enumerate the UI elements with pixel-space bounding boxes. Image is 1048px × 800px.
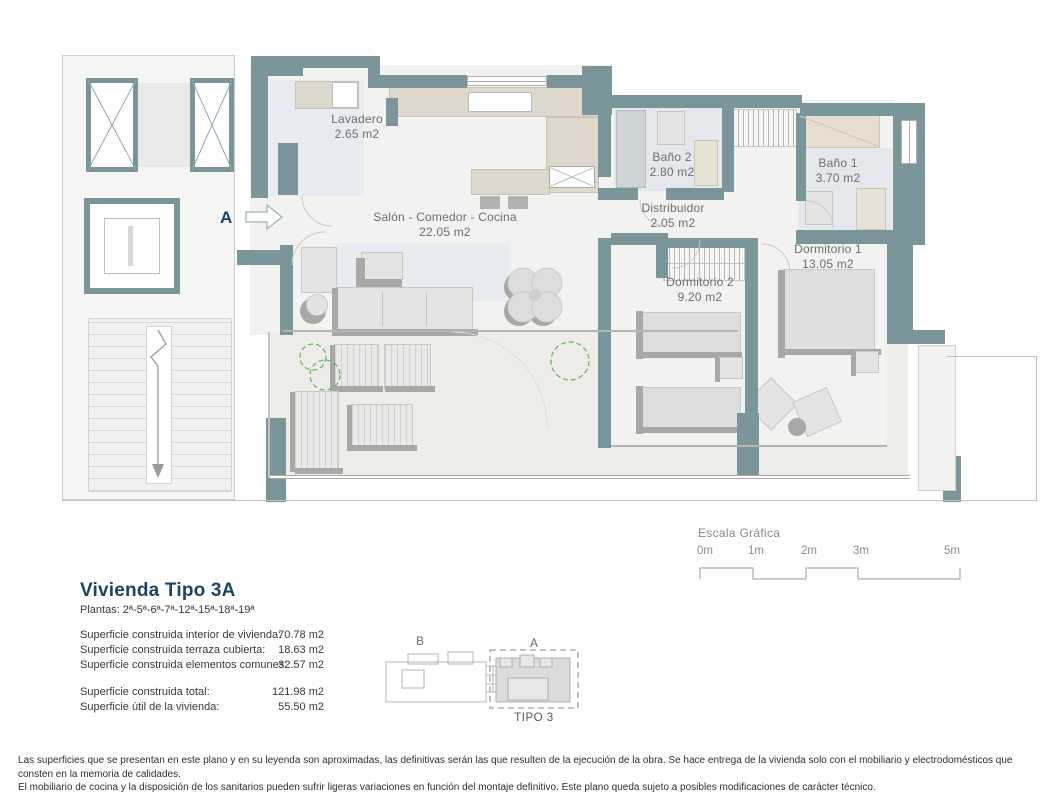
room-area: 3.70 m2 xyxy=(815,171,861,185)
wall-segment xyxy=(666,188,724,200)
bed-shadow xyxy=(642,427,742,433)
sofa xyxy=(338,288,472,330)
room-label-salon xyxy=(373,210,517,240)
entrance-marker-a: A xyxy=(220,208,233,227)
table-row xyxy=(80,658,324,673)
room-label-bano2 xyxy=(650,150,695,180)
core-corridor xyxy=(138,83,190,167)
plan-title: Vivienda Tipo 3A xyxy=(80,580,236,601)
surface-label: Superficie construida interior de vivienda: xyxy=(80,629,282,641)
scale-tick: 0m xyxy=(697,545,713,557)
side-table xyxy=(306,294,328,316)
scale-tick: 2m xyxy=(801,545,817,557)
scale-tick: 3m xyxy=(853,545,869,557)
bed-headboard xyxy=(778,270,785,358)
room-area: 22.05 m2 xyxy=(419,225,471,239)
lounger-shadow xyxy=(335,386,383,392)
elevator-shaft-1 xyxy=(86,78,138,172)
surface-value: 18.63 m2 xyxy=(278,644,324,656)
table-row xyxy=(80,700,324,715)
table-row xyxy=(80,685,324,700)
wall-segment xyxy=(656,238,668,278)
lounger xyxy=(352,405,412,447)
wall-segment xyxy=(280,245,293,335)
room-label-dormitorio2 xyxy=(666,275,734,305)
room-name: Baño 1 xyxy=(818,156,858,170)
surface-value: 70.78 m2 xyxy=(278,629,324,641)
lounger xyxy=(295,392,338,470)
disclaimer-line-2: El mobiliario de cocina y la disposición de los sanitarios pueden sufrir ligeras variaciones en función del montaje definitivo. Este plano queda sujeto a posibles modificaciones de carácter técnico. xyxy=(18,782,876,793)
elevator-shaft-2 xyxy=(190,78,234,172)
room-label-bano1 xyxy=(816,156,861,186)
wall-segment xyxy=(611,95,802,108)
wall-segment xyxy=(656,238,756,248)
nightstand-shadow xyxy=(851,352,856,376)
table-row xyxy=(80,628,324,643)
room-area: 2.05 m2 xyxy=(650,216,696,230)
sliding-door-line xyxy=(283,330,738,332)
room-area: 9.20 m2 xyxy=(677,290,723,304)
wall-segment xyxy=(598,238,611,448)
wall-segment xyxy=(268,56,368,68)
surface-label: Superficie útil de la vivienda: xyxy=(80,701,220,713)
bed-single xyxy=(642,388,740,430)
wall-segment xyxy=(598,95,611,177)
lounger xyxy=(385,345,430,388)
disclaimer-line-1: Las superficies que se presentan en este plano y en su leyenda son aproximadas, las definitivas serán las que resulten de la ejecución de la obra. Se hace entrega de la vivienda solo con el mobiliario y electrodomésticos que consten en la memoria de calidades. xyxy=(18,755,1013,780)
surface-label: Superficie construida total: xyxy=(80,686,210,698)
room-name: Salón - Comedor - Cocina xyxy=(373,210,517,224)
kitchen-sink xyxy=(549,166,595,188)
wardrobe-rail xyxy=(664,263,744,264)
coffee-table-leg xyxy=(356,279,402,288)
keyplan-label-a: A xyxy=(530,636,539,650)
stool xyxy=(480,196,500,209)
wall-segment xyxy=(251,56,268,198)
bano2-sink xyxy=(694,140,718,186)
planter xyxy=(918,345,956,491)
kitchen-hob xyxy=(468,92,532,112)
nightstand-shadow xyxy=(715,358,720,382)
sofa-side xyxy=(332,288,338,336)
wall-segment xyxy=(800,103,898,116)
wall-segment xyxy=(378,75,467,88)
lounger xyxy=(335,345,378,388)
wall-segment xyxy=(598,188,638,200)
washer xyxy=(332,82,358,108)
table-row xyxy=(80,643,324,658)
window xyxy=(901,120,917,164)
plan-plantas: Plantas: 2ª-5ª-6ª-7ª-12ª-15ª-18ª-19ª xyxy=(80,604,255,616)
room-name: Baño 2 xyxy=(652,150,692,164)
wall-segment xyxy=(722,100,734,192)
sliding-door-line xyxy=(611,445,887,447)
wall-segment xyxy=(386,98,398,126)
stool xyxy=(508,196,528,209)
coffee-table xyxy=(362,253,402,279)
lounger-shadow xyxy=(352,445,417,451)
room-label-dormitorio1 xyxy=(794,242,862,272)
nightstand xyxy=(720,358,742,378)
lounger-shadow xyxy=(295,468,343,474)
armchair xyxy=(302,248,336,292)
sofa-seam xyxy=(426,292,427,326)
kitchen-peninsula xyxy=(472,170,549,194)
wall-segment xyxy=(887,330,945,344)
stair-landing xyxy=(146,326,172,484)
terrace-edge xyxy=(270,475,910,479)
keyplan xyxy=(378,628,588,733)
surface-value: 32.57 m2 xyxy=(278,659,324,671)
bano2-toilet xyxy=(658,112,684,144)
wall-segment xyxy=(887,232,913,344)
surface-label: Superficie construida terraza cubierta: xyxy=(80,644,266,656)
room-name: Lavadero xyxy=(331,112,383,126)
boundary-line xyxy=(947,356,1037,357)
surface-value: 55.50 m2 xyxy=(278,701,324,713)
bano1-sink xyxy=(856,188,886,230)
scale-tick: 5m xyxy=(944,545,960,557)
surface-label: Superficie construida elementos comunes: xyxy=(80,659,288,671)
wardrobe xyxy=(728,110,796,146)
terrace-edge xyxy=(268,332,270,478)
table-spacer xyxy=(80,673,324,685)
keyplan-building xyxy=(378,628,588,733)
window xyxy=(467,76,547,86)
boundary-line xyxy=(1036,356,1037,502)
scale-title: Escala Gráfica xyxy=(698,526,781,540)
surface-value: 121.98 m2 xyxy=(272,686,324,698)
scale-tick: 1m xyxy=(748,545,764,557)
room-area: 2.80 m2 xyxy=(649,165,695,179)
bed-double xyxy=(784,270,874,352)
room-label-lavadero xyxy=(331,112,383,142)
bed-single xyxy=(642,313,740,355)
room-area: 13.05 m2 xyxy=(802,257,854,271)
room-label-distribuidor xyxy=(641,201,704,231)
disclaimer xyxy=(18,754,1032,795)
bano1-shower xyxy=(798,114,880,148)
sofa-seam xyxy=(382,292,383,326)
elevator-handle xyxy=(128,226,133,266)
keyplan-tipo-label: TIPO 3 xyxy=(514,712,554,724)
lounger-shadow xyxy=(290,392,295,472)
lounger-shadow xyxy=(330,345,335,392)
wall-segment xyxy=(278,143,298,195)
room-name: Distribuidor xyxy=(641,201,705,215)
room-name: Dormitorio 2 xyxy=(666,275,734,289)
keyplan-label-b: B xyxy=(416,634,425,648)
wall-segment xyxy=(796,113,806,201)
nightstand xyxy=(856,352,878,372)
surface-table xyxy=(80,628,324,715)
room-name: Dormitorio 1 xyxy=(794,242,862,256)
bano2-shower xyxy=(616,110,646,188)
room-area: 2.65 m2 xyxy=(334,127,380,141)
boundary-line xyxy=(62,500,1037,501)
bano1-toilet xyxy=(806,192,832,224)
lounger-shadow xyxy=(385,386,435,392)
